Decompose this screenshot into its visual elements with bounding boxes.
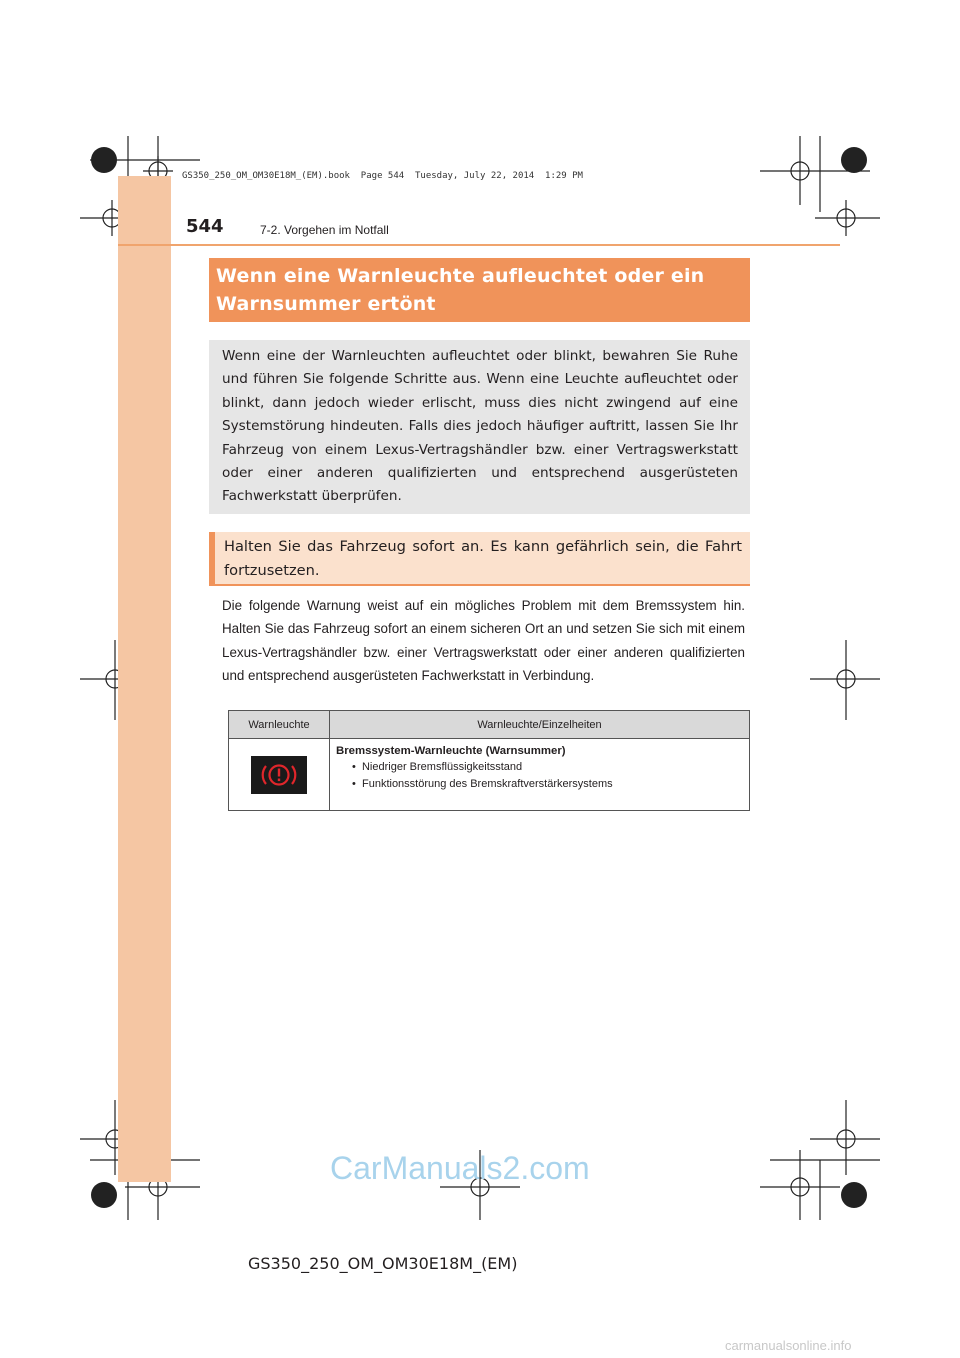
brake-warning-icon [251,756,307,794]
table-header-warnleuchte: Warnleuchte [229,711,330,739]
book-stamp: GS350_250_OM_OM30E18M_(EM).book Page 544 Tuesday, July 22, 2014 1:29 PM [182,171,583,181]
section-side-strip [118,176,171,1182]
warning-text: Halten Sie das Fahrzeug sofort an. Es kann gefährlich sein, die Fahrt fortzusetzen. [224,538,742,579]
section-label: 7-2. Vorgehen im Notfall [260,223,389,237]
warning-box [209,532,750,586]
title-line-2: Warnsummer ertönt [216,293,436,315]
page-number: 544 [186,216,224,237]
title-line-1: Wenn eine Warnleuchte aufleuchtet oder ein [216,265,705,287]
watermark: CarManuals2.com [330,1150,590,1186]
body-paragraph: Die folgende Warnung weist auf ein mögliches Problem mit dem Bremssystem hin. Halten Sie das Fahrzeug sofort an einem sicheren Ort an und setzen Sie sich mit einem Lexus-Vertragshändler bzw. einer Vertragswerkstatt oder einer anderen qualifizierten und entsprechend ausgerüsteten Fachwerkstatt in Verbindung. [222,598,745,684]
intro-box [209,340,750,514]
footer-code: GS350_250_OM_OM30E18M_(EM) [248,1254,518,1273]
list-item: • Niedriger Bremsflüssigkeitsstand [352,761,523,773]
header-rule [118,244,840,246]
table-header-row [229,711,750,739]
brake-warning-title: Bremssystem-Warnleuchte (Warnsummer) [336,745,566,757]
details-cell [330,739,750,811]
intro-text: Wenn eine der Warnleuchten aufleuchtet oder blinkt, bewahren Sie Ruhe und führen Sie folgende Schritte aus. Wenn eine Leuchte aufleuchtet oder blinkt, dann jedoch wieder erlischt, muss dies nicht zwingend auf eine Systemstörung hindeuten. Falls dies jedoch häufiger auftritt, lassen Sie Ihr Fahrzeug von einem Lexus-Vertragshändler bzw. einer Vertragswerkstatt oder einer anderen qualifizierten und entsprechend ausgerüsteten Fachwerkstatt überprüfen. [222,348,738,505]
icon-cell [229,739,330,811]
table-header-details: Warnleuchte/Einzelheiten [330,711,750,739]
title-box [209,258,750,322]
site-watermark: carmanualsonline.info [725,1338,852,1353]
list-item: • Funktionsstörung des Bremskraftverstärkersystems [352,778,613,790]
warning-light-table [228,710,750,811]
table-row [229,739,750,811]
